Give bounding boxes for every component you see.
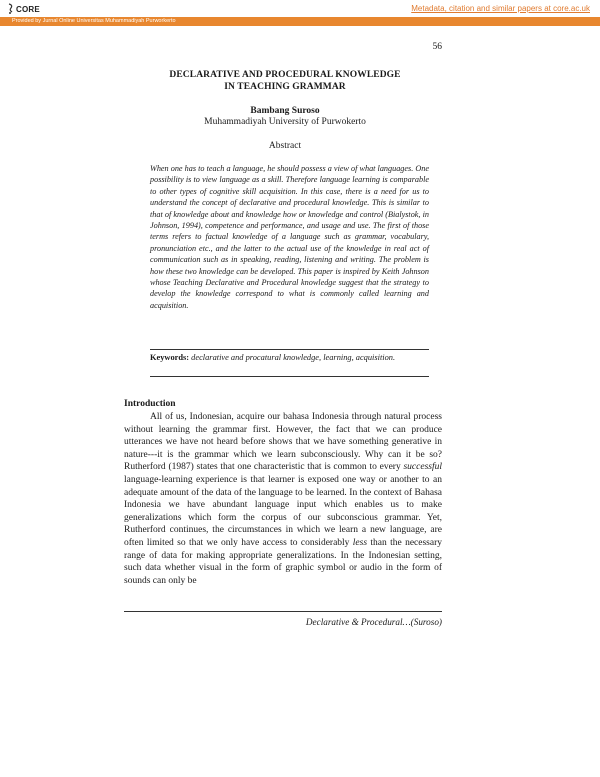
page-number: 56 <box>432 42 442 52</box>
footer-rule <box>124 611 442 612</box>
core-banner <box>0 0 600 17</box>
keywords-label: Keywords: <box>150 353 190 362</box>
body-text-3: than the necessary range of data for making appropriate generalizations. In the Indonesian setting, such data whether visual in the form of graphic symbol or audio in the form of sounds can only be <box>124 537 443 586</box>
abstract-text: When one has to teach a language, he should possess a view of what languages. One possibility is to view language as a skill. Therefore language learning is comparable to other types of cognitive skill acquisition. In this case, there is a need for us to understand the concept of declarative and procedural knowledge. This is similar to that of knowledge about and knowledge how or knowledge and control (Bialystok, in Johnson, 1994), competence and performance, and usage and use. The first of those terms refers to factual knowledge of a language such as grammar, vocabulary, pronunciation etc., and the latter to the actual use of the knowledge in real act of communication such as in speaking, reading, listening and writing. The problem is how these two knowledge can be developed. This paper is inspired by Keith Johnson whose Teaching Declarative and Procedural knowledge suggest that the strategy to develop the knowledge correspond to what is commonly called learning and acquisition. <box>150 164 429 310</box>
paper-title-line2: IN TEACHING GRAMMAR <box>224 82 346 92</box>
abstract-heading: Abstract <box>268 141 302 151</box>
running-footer: Declarative & Procedural…(Suroso) <box>305 617 442 627</box>
paper-title-line1: DECLARATIVE AND PROCEDURAL KNOWLEDGE <box>169 70 401 80</box>
keywords <box>150 352 429 363</box>
paper-title <box>140 69 430 93</box>
introduction-paragraph <box>124 411 442 587</box>
keywords-rule-bottom <box>150 376 429 377</box>
keywords-text: declarative and procatural knowledge, learning, acquisition. <box>191 353 396 362</box>
introduction-heading: Introduction <box>124 399 176 409</box>
provider-text: Provided by Jurnal Online Universitas Muhammadiyah Purworkerto <box>12 18 176 24</box>
author-affiliation: Muhammadiyah University of Purwokerto <box>204 117 366 127</box>
body-italic-less: less <box>352 537 368 548</box>
keywords-rule-top <box>150 349 429 350</box>
provider-bar <box>0 17 600 26</box>
core-metadata-link[interactable]: Metadata, citation and similar papers at core.ac.uk <box>411 4 590 13</box>
body-text-2: language-learning experience is that learner is exposed one way or another to an adequate amount of the data of the language to be learned. In the context of Bahasa Indonesia we have abundant language input which enables us to make generalizations which form the corpus of our subconscious grammar. Yet, Rutherford continues, the circumstances in which we learn a new language, are often limited so that we only have access to considerably <box>124 474 442 548</box>
core-logo[interactable] <box>8 3 40 14</box>
body-italic-successful: successful <box>403 462 442 473</box>
author-name: Bambang Suroso <box>250 106 320 116</box>
core-logo-text: CORE <box>16 5 40 14</box>
body-text-1: All of us, Indonesian, acquire our bahasa Indonesia through natural process without learning the grammar first. However, the fact that we can produce utterances we have not heard before shows that we have something generative in nature---it is the grammar which we learn subconsciously. Why can it be so? Rutherford (1987) states that one characteristic that is common to every <box>124 412 442 473</box>
core-logo-icon <box>8 3 15 14</box>
